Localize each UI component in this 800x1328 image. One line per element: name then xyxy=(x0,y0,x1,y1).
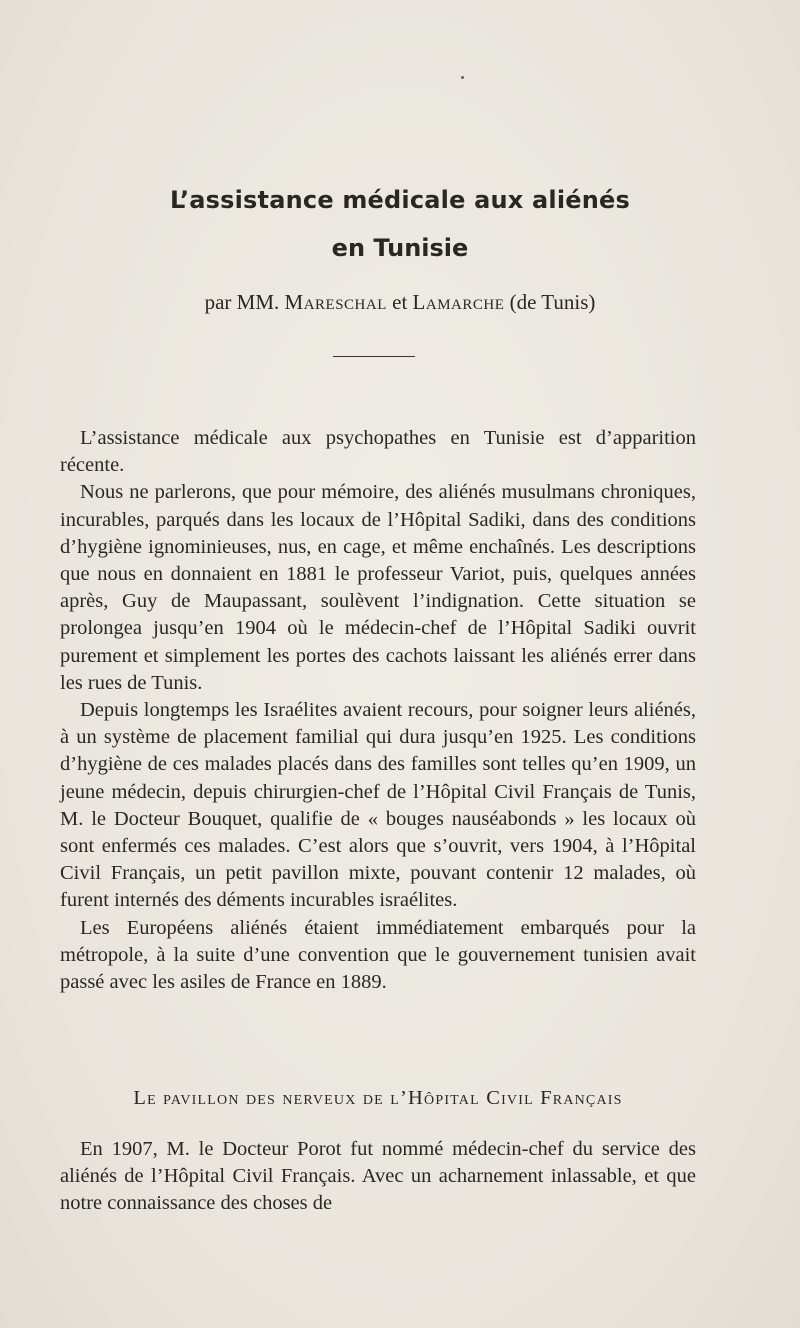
article-title-continued: en Tunisie xyxy=(331,234,469,262)
paragraph: En 1907, M. le Docteur Porot fut nommé médecin-chef du service des aliénés de l’Hôpital Civil Français. Avec un acharnement inlassable, et que notre connaissance des choses de xyxy=(60,1138,696,1215)
article-body xyxy=(60,425,696,996)
section-body xyxy=(60,1136,696,1218)
paragraph: L’assistance médicale aux psychopathes en Tunisie est d’apparition récente. xyxy=(60,427,696,477)
byline-connector: et xyxy=(386,290,413,314)
paragraph: Nous ne parlerons, que pour mémoire, des aliénés musulmans chroniques, incurables, parqués dans les locaux de l’Hôpital Sadiki, dans des conditions d’hygiène ignominieuses, nus, en cage, et même enchaînés. Les descriptions que nous en donnaient en 1881 le professeur Variot, puis, quelques années après, Guy de Maupassant, soulèvent l’indignation. Cette situation se prolongea jusqu’en 1904 où le médecin-chef de l’Hôpital Sadiki ouvrit purement et simplement les portes des cachots laissant les aliénés errer dans les rues de Tunis. xyxy=(60,481,696,694)
title-separator-rule xyxy=(333,356,415,357)
author-byline xyxy=(0,290,800,315)
author-mareschal: Mareschal xyxy=(284,290,387,314)
article-title: L’assistance médicale aux aliénés xyxy=(169,186,631,214)
ink-speck xyxy=(461,76,464,79)
paragraph: Depuis longtemps les Israélites avaient recours, pour soigner leurs aliénés, à un système de placement familial qui dura jusqu’en 1925. Les conditions d’hygiène de ces malades placés dans des familles sont telles qu’en 1909, un jeune médecin, depuis chirurgien-chef de l’Hôpital Civil Français de Tunis, M. le Docteur Bouquet, qualifie de « bouges nauséabonds » les locaux où sont enfermés ces malades. C’est alors que s’ouvrit, vers 1904, à l’Hôpital Civil Français, un petit pavillon mixte, pouvant contenir 12 malades, où furent internés des déments incurables israélites. xyxy=(60,699,696,912)
author-lamarche: Lamarche xyxy=(412,290,505,314)
paragraph: Les Européens aliénés étaient immédiatement embarqués pour la métropole, à la suite d’une convention que le gouvernement tunisien avait passé avec les asiles de France en 1889. xyxy=(60,916,696,994)
section-heading: Le pavillon des nerveux de l’Hôpital Civil Français xyxy=(133,1087,623,1109)
byline-suffix: (de Tunis) xyxy=(504,290,596,314)
byline-prefix: par MM. xyxy=(204,290,285,314)
